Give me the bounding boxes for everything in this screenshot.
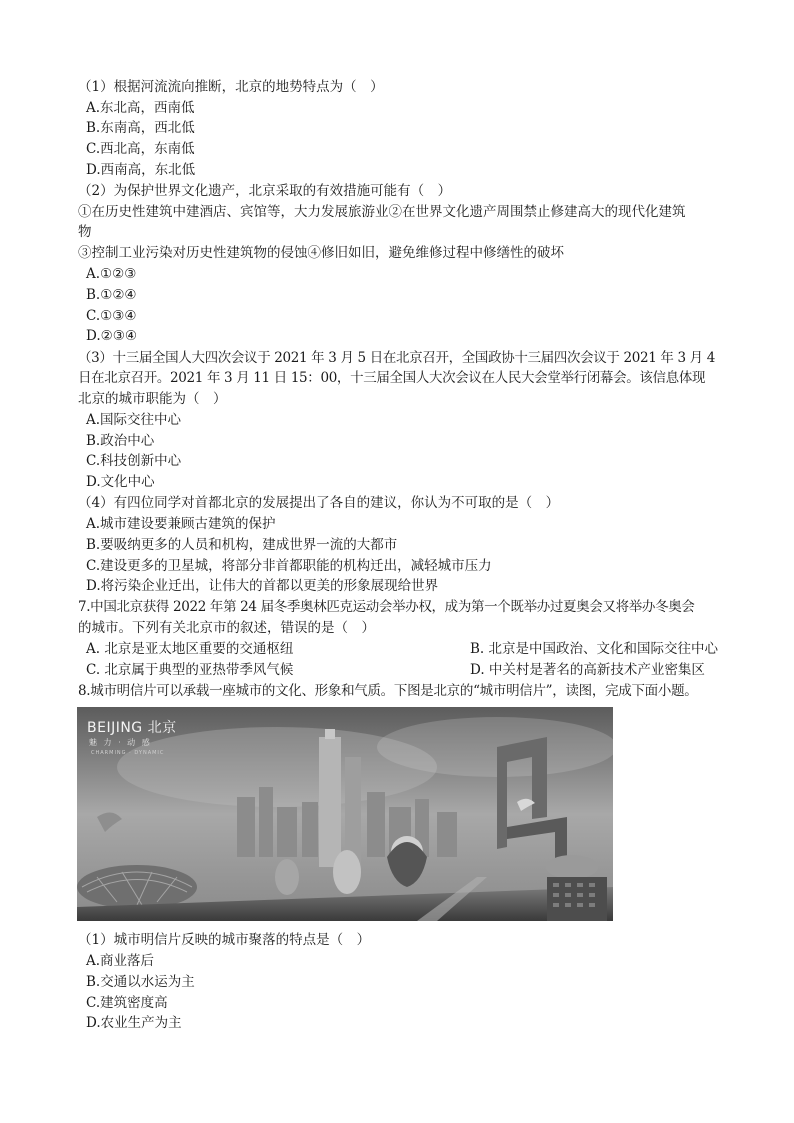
- q6-sub2-statements-line3: ③控制工业污染对历史性建筑物的侵蚀④修旧如旧，避免维修过程中修缮性的破坏: [78, 245, 564, 261]
- q7-options-row1: [86, 639, 736, 659]
- q6-sub3-option-c: C.科技创新中心: [86, 453, 182, 469]
- q6-sub2-stem: （2）为保护世界文化遗产，北京采取的有效措施可能有（ ）: [78, 183, 452, 199]
- q8-stem: 8.城市明信片可以承载一座城市的文化、形象和气质。下图是北京的“城市明信片”，读图，完成下面小题。: [78, 683, 698, 699]
- q6-sub4-option-c: C.建设更多的卫星城，将部分非首都职能的机构迁出，减轻城市压力: [86, 558, 492, 574]
- q6-sub3-option-d: D.文化中心: [86, 474, 155, 490]
- postcard-brand: BEIJING 北京: [87, 720, 177, 736]
- q6-sub3-option-b: B.政治中心: [86, 433, 155, 449]
- beijing-city-postcard-image: [77, 707, 613, 921]
- q6-sub1-option-b: B.东南高，西北低: [86, 120, 195, 136]
- q7-stem-line2: 的城市。下列有关北京市的叙述，错误的是（ ）: [78, 620, 375, 636]
- q8-sub1-option-c: C.建筑密度高: [86, 995, 168, 1011]
- q7-stem-line1: 7.中国北京获得 2022 年第 24 届冬季奥林匹克运动会举办权，成为第一个既举办过夏奥会又将举办冬奥会: [78, 599, 695, 615]
- q8-sub1-option-d: D.农业生产为主: [86, 1015, 182, 1031]
- postcard-skyline-illustration: [77, 707, 613, 921]
- q8-sub1-option-b: B.交通以水运为主: [86, 974, 195, 990]
- q6-sub2-option-b: B.①②④: [86, 287, 137, 303]
- q6-sub1-option-d: D.西南高，东北低: [86, 162, 196, 178]
- q6-sub3-line3: 北京的城市职能为（ ）: [78, 391, 227, 407]
- q6-sub1-option-c: C.西北高，东南低: [86, 141, 195, 157]
- q6-sub2-option-d: D.②③④: [86, 328, 137, 344]
- q8-sub1-stem: （1）城市明信片反映的城市聚落的特点是（ ）: [78, 932, 371, 948]
- q6-sub3-line1: （3）十三届全国人大四次会议于 2021 年 3 月 5 日在北京召开，全国政协十三届四次会议于 2021 年 3 月 4: [78, 350, 716, 366]
- dome-building: [546, 855, 598, 879]
- q6-sub4-stem: （4）有四位同学对首都北京的发展提出了各自的建议，你认为不可取的是（ ）: [78, 495, 560, 511]
- postcard-slogan: 魅 力 · 动 感: [89, 738, 152, 747]
- q6-sub3-option-a: A.国际交往中心: [86, 412, 182, 428]
- q7-option-a: A. 北京是亚太地区重要的交通枢纽: [86, 641, 294, 657]
- q6-sub2-statements-line1: ①在历史性建筑中建酒店、宾馆等，大力发展旅游业②在世界文化遗产周围禁止修建高大的现代化建筑: [78, 204, 686, 220]
- q8-sub1-option-a: A.商业落后: [86, 953, 155, 969]
- q6-sub4-option-a: A.城市建设要兼顾古建筑的保护: [86, 516, 276, 532]
- postcard-slogan-en: CHARMING · DYNAMIC: [91, 750, 165, 756]
- q7-option-d: D. 中关村是著名的高新技术产业密集区: [470, 662, 705, 678]
- q6-sub1-option-a: A.东北高，西南低: [86, 100, 195, 116]
- q6-sub4-option-b: B.要吸纳更多的人员和机构，建成世界一流的大都市: [86, 537, 398, 553]
- tall-tower: [319, 737, 341, 867]
- q7-option-c: C. 北京属于典型的亚热带季风气候: [86, 662, 294, 678]
- q6-sub2-statements-line2: 物: [78, 224, 92, 240]
- q7-option-b: B. 北京是中国政治、文化和国际交往中心: [470, 641, 719, 657]
- q6-sub2-option-c: C.①③④: [86, 308, 137, 324]
- q6-sub4-option-d: D.将污染企业迁出，让伟大的首都以更美的形象展现给世界: [86, 578, 439, 594]
- q6-sub1-stem: （1）根据河流流向推断，北京的地势特点为（ ）: [78, 79, 384, 95]
- q6-sub3-line2: 日在北京召开。2021 年 3 月 11 日 15：00，十三届全国人大次会议在人民大会堂举行闭幕会。该信息体现: [78, 370, 706, 386]
- q6-sub2-option-a: A.①②③: [86, 266, 137, 282]
- q7-options-row2: [86, 660, 736, 680]
